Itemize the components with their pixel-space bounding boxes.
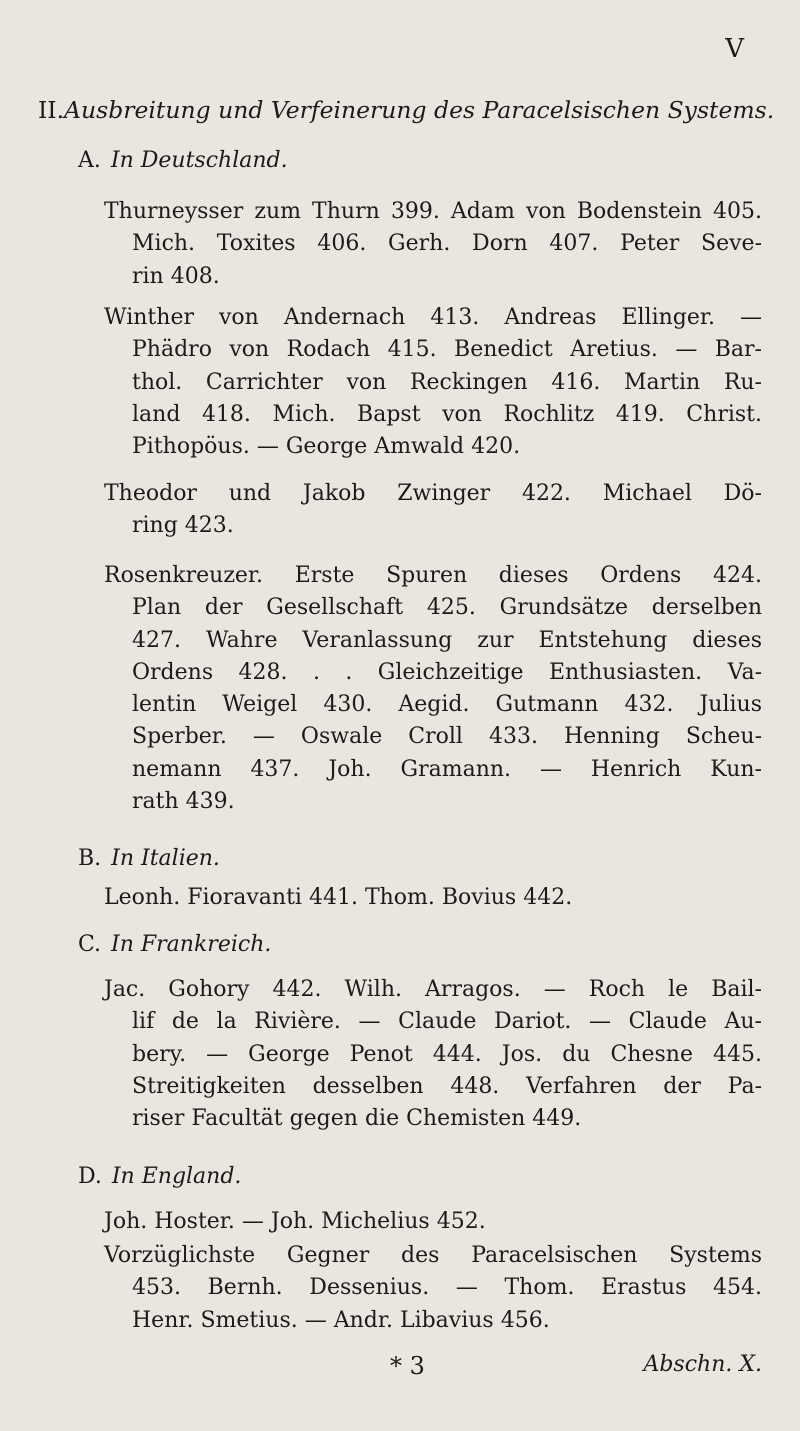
entry-paragraph <box>104 560 762 818</box>
entry-line: rath 439. <box>132 789 235 815</box>
section-title: In England. <box>111 1164 242 1189</box>
section-title: In Italien. <box>111 846 220 871</box>
entry-paragraph <box>104 974 762 1135</box>
entry-paragraph <box>104 1206 762 1238</box>
entry-line: 427. Wahre Veranlassung zur Entstehung dieses <box>132 627 762 653</box>
entry-line: thol. Carrichter von Reckingen 416. Martin Ru- <box>132 369 762 395</box>
chapter-title: Ausbreitung und Verfeinerung des Paracelsischen Systems. <box>64 96 775 124</box>
entry-line: riser Facultät gegen die Chemisten 449. <box>132 1106 582 1132</box>
catchword: Abschn. X. <box>643 1352 762 1377</box>
entry-line: Ordens 428. . . Gleichzeitige Enthusiasten. Va- <box>132 659 762 685</box>
section-heading-b <box>78 846 220 871</box>
entry-line: Theodor und Jakob Zwinger 422. Michael Dö- <box>104 481 762 506</box>
entry-paragraph <box>104 1240 762 1337</box>
section-letter: B. <box>78 846 102 871</box>
entry-line: Rosenkreuzer. Erste Spuren dieses Ordens 424. <box>104 563 762 588</box>
entry-paragraph <box>104 882 762 914</box>
entry-line: 453. Bernh. Dessenius. — Thom. Erastus 454. <box>132 1275 762 1301</box>
entry-paragraph <box>104 478 762 543</box>
entry-line: Leonh. Fioravanti 441. Thom. Bovius 442. <box>104 885 573 910</box>
entry-line: Jac. Gohory 442. Wilh. Arragos. — Roch le Bail- <box>104 977 762 1002</box>
signature-mark: * 3 <box>390 1352 425 1380</box>
section-letter: A. <box>78 148 101 173</box>
chapter-number: II. <box>38 96 65 124</box>
entry-line: Henr. Smetius. — Andr. Libavius 456. <box>132 1307 550 1333</box>
section-heading-c <box>78 932 271 957</box>
section-heading-a <box>78 148 288 173</box>
entry-line: bery. — George Penot 444. Jos. du Chesne 445. <box>132 1041 762 1067</box>
entry-paragraph <box>104 302 762 463</box>
entry-line: Vorzüglichste Gegner des Paracelsischen Systems <box>104 1243 762 1268</box>
entry-line: lif de la Rivière. — Claude Dariot. — Claude Au- <box>132 1009 762 1035</box>
entry-line: Joh. Hoster. — Joh. Michelius 452. <box>104 1209 486 1234</box>
entry-line: Phädro von Rodach 415. Benedict Aretius. — Bar- <box>132 337 762 363</box>
entry-paragraph <box>104 196 762 293</box>
entry-line: rin 408. <box>132 263 220 289</box>
chapter-heading <box>38 96 775 124</box>
entry-line: nemann 437. Joh. Gramann. — Henrich Kun- <box>132 756 762 782</box>
section-letter: C. <box>78 932 102 957</box>
section-heading-d <box>78 1164 241 1189</box>
section-title: In Frankreich. <box>111 932 272 957</box>
entry-line: Pithopöus. — George Amwald 420. <box>132 434 521 460</box>
section-letter: D. <box>78 1164 102 1189</box>
entry-line: Winther von Andernach 413. Andreas Ellinger. — <box>104 305 762 330</box>
entry-line: Sperber. — Oswale Croll 433. Henning Scheu- <box>132 724 762 750</box>
section-title: In Deutschland. <box>110 148 288 173</box>
entry-line: Mich. Toxites 406. Gerh. Dorn 407. Peter Seve- <box>132 231 762 257</box>
page-number: V <box>725 34 744 64</box>
entry-line: ring 423. <box>132 513 234 539</box>
entry-line: Plan der Gesellschaft 425. Grundsätze derselben <box>132 595 762 621</box>
entry-line: Streitigkeiten desselben 448. Verfahren der Pa- <box>132 1073 762 1099</box>
entry-line: land 418. Mich. Bapst von Rochlitz 419. Christ. <box>132 401 762 427</box>
entry-line: Thurneysser zum Thurn 399. Adam von Bodenstein 405. <box>104 199 762 224</box>
entry-line: lentin Weigel 430. Aegid. Gutmann 432. Julius <box>132 692 762 718</box>
